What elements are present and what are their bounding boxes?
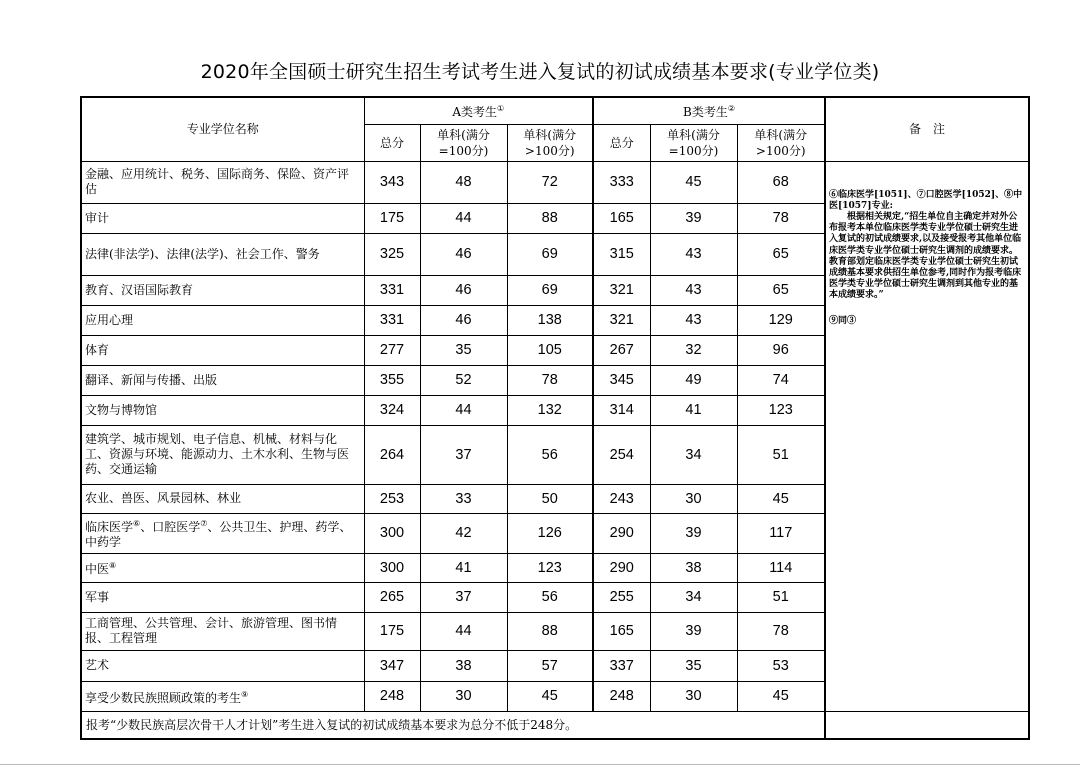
- a-total: 324: [364, 395, 420, 425]
- b-single-gt100: 78: [737, 203, 825, 233]
- b-single-100: 49: [650, 365, 737, 395]
- b-single-gt100: 65: [737, 233, 825, 275]
- b-total: 337: [593, 650, 650, 681]
- header-b-single-gt100: 单科(满分 >100分): [737, 124, 825, 161]
- header-group-b: B类考生②: [593, 97, 825, 124]
- footnote-mark: ⑨: [241, 689, 249, 699]
- a-single-100: 48: [420, 161, 507, 203]
- a-total: 300: [364, 513, 420, 553]
- b-total: 243: [593, 484, 650, 513]
- b-single-gt100: 68: [737, 161, 825, 203]
- b-single-100: 43: [650, 275, 737, 305]
- major-name: 教育、汉语国际教育: [81, 275, 364, 305]
- b-total: 165: [593, 612, 650, 650]
- a-total: 331: [364, 305, 420, 335]
- b-single-gt100: 53: [737, 650, 825, 681]
- a-single-gt100: 45: [507, 681, 593, 711]
- a-single-gt100: 78: [507, 365, 593, 395]
- a-single-gt100: 57: [507, 650, 593, 681]
- a-single-100: 44: [420, 203, 507, 233]
- a-single-100: 38: [420, 650, 507, 681]
- a-total: 325: [364, 233, 420, 275]
- major-name: 农业、兽医、风景园林、林业: [81, 484, 364, 513]
- a-single-100: 37: [420, 582, 507, 612]
- b-total: 255: [593, 582, 650, 612]
- header-group-a: A类考生①: [364, 97, 593, 124]
- b-total: 315: [593, 233, 650, 275]
- page-title: 2020年全国硕士研究生招生考试考生进入复试的初试成绩基本要求(专业学位类): [200, 61, 880, 83]
- a-single-100: 44: [420, 395, 507, 425]
- b-total: 165: [593, 203, 650, 233]
- header-row-1: [81, 97, 1029, 124]
- major-name: 审计: [81, 203, 364, 233]
- a-total: 343: [364, 161, 420, 203]
- b-single-100: 35: [650, 650, 737, 681]
- major-name: 文物与博物馆: [81, 395, 364, 425]
- a-single-gt100: 69: [507, 233, 593, 275]
- a-total: 265: [364, 582, 420, 612]
- a-total: 253: [364, 484, 420, 513]
- b-single-100: 30: [650, 484, 737, 513]
- major-name: 建筑学、城市规划、电子信息、机械、材料与化工、资源与环境、能源动力、土木水利、生物与医药、交通运输: [81, 425, 364, 484]
- b-single-100: 34: [650, 582, 737, 612]
- b-single-gt100: 74: [737, 365, 825, 395]
- footer-note: 报考“少数民族高层次骨干人才计划”考生进入复试的初试成绩基本要求为总分不低于248分。: [81, 711, 825, 739]
- a-single-gt100: 88: [507, 203, 593, 233]
- b-single-gt100: 117: [737, 513, 825, 553]
- major-name: 中医⑧: [81, 553, 364, 582]
- b-total: 248: [593, 681, 650, 711]
- a-single-gt100: 72: [507, 161, 593, 203]
- a-total: 347: [364, 650, 420, 681]
- header-a-total: 总分: [364, 124, 420, 161]
- footer-row: [81, 711, 1029, 739]
- header-b-total: 总分: [593, 124, 650, 161]
- remark-line: 根据相关规定,“招生单位自主确定并对外公布报考本单位临床医学类专业学位硕士研究生进入复试的初试成绩要求,以及接受报考其他单位临床医学类专业学位硕士研究生调剂的成绩要求。教育部划定临床医学类专业学位硕士研究生初试成绩基本要求供招生单位参考,同时作为报考临床医学类专业学位硕士研究生调剂到其他专业的基本成绩要求。”: [829, 211, 1022, 301]
- b-single-gt100: 51: [737, 425, 825, 484]
- a-single-gt100: 132: [507, 395, 593, 425]
- b-single-gt100: 45: [737, 484, 825, 513]
- a-total: 355: [364, 365, 420, 395]
- header-remarks: 备 注: [825, 97, 1029, 161]
- major-name: 翻译、新闻与传播、出版: [81, 365, 364, 395]
- a-single-100: 35: [420, 335, 507, 365]
- a-single-gt100: 50: [507, 484, 593, 513]
- a-single-100: 42: [420, 513, 507, 553]
- a-single-gt100: 105: [507, 335, 593, 365]
- a-single-gt100: 56: [507, 425, 593, 484]
- b-total: 290: [593, 513, 650, 553]
- footnote-mark: ②: [727, 104, 735, 114]
- b-single-100: 30: [650, 681, 737, 711]
- b-single-gt100: 45: [737, 681, 825, 711]
- footnote-mark: ⑦: [200, 519, 208, 528]
- a-total: 248: [364, 681, 420, 711]
- a-total: 264: [364, 425, 420, 484]
- b-single-100: 39: [650, 612, 737, 650]
- a-single-gt100: 56: [507, 582, 593, 612]
- a-total: 175: [364, 612, 420, 650]
- footnote-mark: ①: [497, 104, 505, 114]
- a-total: 331: [364, 275, 420, 305]
- a-single-100: 46: [420, 233, 507, 275]
- b-single-100: 43: [650, 233, 737, 275]
- b-single-100: 32: [650, 335, 737, 365]
- a-single-gt100: 88: [507, 612, 593, 650]
- remarks-cell: [825, 161, 1029, 711]
- b-total: 290: [593, 553, 650, 582]
- a-single-100: 52: [420, 365, 507, 395]
- major-name: 应用心理: [81, 305, 364, 335]
- major-name: 临床医学⑥、口腔医学⑦、公共卫生、护理、药学、中药学: [81, 513, 364, 553]
- major-name: 军事: [81, 582, 364, 612]
- a-single-gt100: 123: [507, 553, 593, 582]
- major-name: 艺术: [81, 650, 364, 681]
- b-total: 345: [593, 365, 650, 395]
- major-name: 法律(非法学)、法律(法学)、社会工作、警务: [81, 233, 364, 275]
- a-single-100: 33: [420, 484, 507, 513]
- header-b-single-100: 单科(满分 =100分): [650, 124, 737, 161]
- major-name: 享受少数民族照顾政策的考生⑨: [81, 681, 364, 711]
- footnote-mark: ⑧: [109, 561, 117, 570]
- major-name: 体育: [81, 335, 364, 365]
- a-single-gt100: 138: [507, 305, 593, 335]
- b-single-100: 41: [650, 395, 737, 425]
- major-name: 金融、应用统计、税务、国际商务、保险、资产评估: [81, 161, 364, 203]
- remark-line: ⑨同③: [829, 315, 857, 326]
- b-single-100: 45: [650, 161, 737, 203]
- b-total: 267: [593, 335, 650, 365]
- header-a-single-gt100: 单科(满分 >100分): [507, 124, 593, 161]
- b-single-gt100: 96: [737, 335, 825, 365]
- b-total: 254: [593, 425, 650, 484]
- b-total: 333: [593, 161, 650, 203]
- a-single-gt100: 69: [507, 275, 593, 305]
- a-total: 277: [364, 335, 420, 365]
- a-single-100: 30: [420, 681, 507, 711]
- a-single-100: 44: [420, 612, 507, 650]
- b-single-gt100: 114: [737, 553, 825, 582]
- a-single-100: 41: [420, 553, 507, 582]
- b-single-gt100: 51: [737, 582, 825, 612]
- b-single-gt100: 65: [737, 275, 825, 305]
- a-single-gt100: 126: [507, 513, 593, 553]
- b-single-100: 39: [650, 513, 737, 553]
- b-single-gt100: 123: [737, 395, 825, 425]
- b-total: 321: [593, 305, 650, 335]
- b-single-100: 39: [650, 203, 737, 233]
- a-single-100: 46: [420, 275, 507, 305]
- b-single-gt100: 78: [737, 612, 825, 650]
- b-single-100: 34: [650, 425, 737, 484]
- header-a-single-100: 单科(满分 =100分): [420, 124, 507, 161]
- b-total: 321: [593, 275, 650, 305]
- header-major-name: 专业学位名称: [81, 97, 364, 161]
- b-single-gt100: 129: [737, 305, 825, 335]
- table-row: [81, 161, 1029, 203]
- major-name: 工商管理、公共管理、会计、旅游管理、图书情报、工程管理: [81, 612, 364, 650]
- page-edge-divider: [0, 764, 1080, 765]
- b-single-100: 43: [650, 305, 737, 335]
- score-requirements-table: [80, 96, 1030, 740]
- b-single-100: 38: [650, 553, 737, 582]
- footnote-mark: ⑥: [133, 519, 141, 528]
- a-total: 300: [364, 553, 420, 582]
- remark-line: ⑥临床医学[1051]、⑦口腔医学[1052]、⑧中医[1057]专业:: [829, 189, 1023, 211]
- b-total: 314: [593, 395, 650, 425]
- a-total: 175: [364, 203, 420, 233]
- a-single-100: 46: [420, 305, 507, 335]
- a-single-100: 37: [420, 425, 507, 484]
- footer-remarks-empty: [825, 711, 1029, 739]
